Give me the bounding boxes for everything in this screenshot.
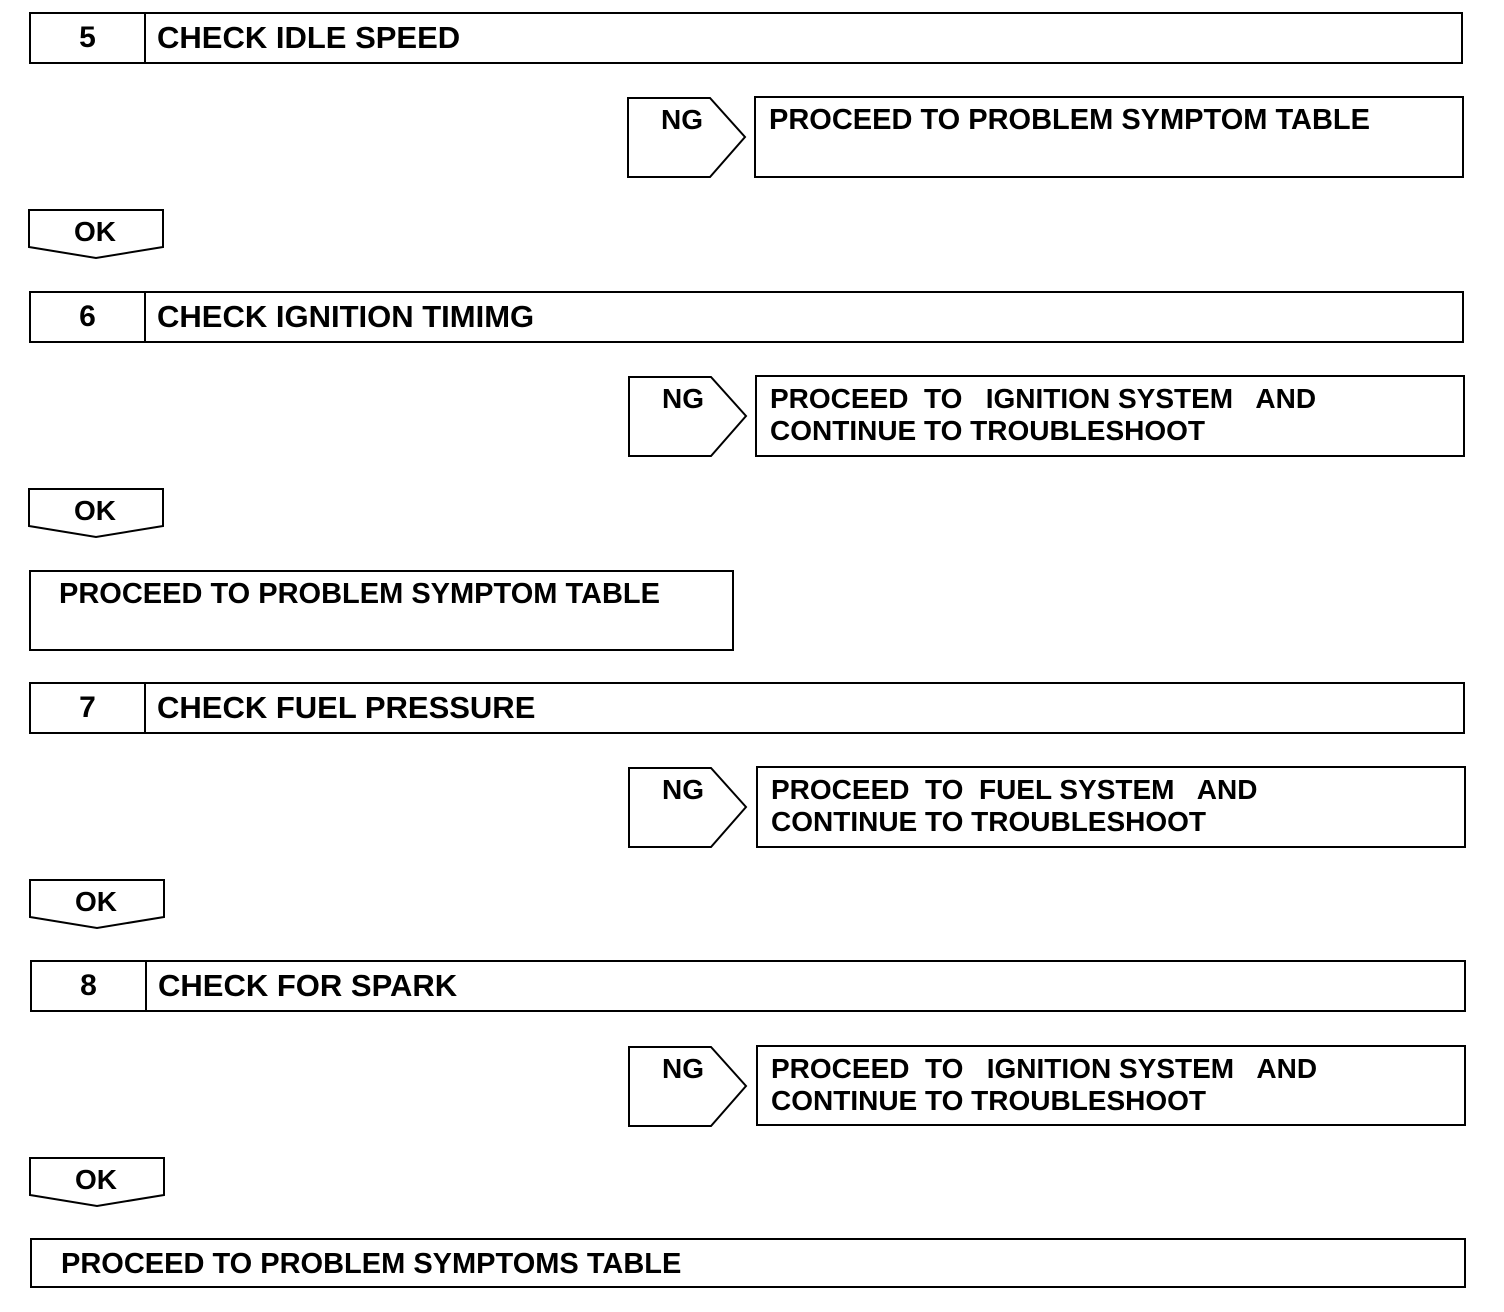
ok-label: OK bbox=[75, 886, 117, 917]
ng-result-box: PROCEED TO IGNITION SYSTEM AND CONTINUE TO TROUBLESHOOT bbox=[755, 375, 1465, 457]
ok-label: OK bbox=[74, 216, 116, 247]
ng-result-box: PROCEED TO PROBLEM SYMPTOM TABLE bbox=[754, 96, 1464, 178]
ng-label: NG bbox=[662, 774, 704, 805]
step-title: CHECK FUEL PRESSURE bbox=[157, 690, 536, 725]
ng-label: NG bbox=[662, 383, 704, 414]
step-5-box bbox=[29, 12, 1463, 64]
step-7-box bbox=[29, 682, 1465, 734]
step-title: CHECK FOR SPARK bbox=[158, 968, 458, 1003]
step-6-box bbox=[29, 291, 1464, 343]
ng-result-box: PROCEED TO IGNITION SYSTEM AND CONTINUE TO TROUBLESHOOT bbox=[756, 1045, 1466, 1126]
step-number: 5 bbox=[31, 14, 146, 62]
ng-result-box: PROCEED TO FUEL SYSTEM AND CONTINUE TO TROUBLESHOOT bbox=[756, 766, 1466, 848]
ok-label: OK bbox=[74, 495, 116, 526]
problem-symptom-table-box: PROCEED TO PROBLEM SYMPTOM TABLE bbox=[29, 570, 734, 651]
step-title: CHECK IDLE SPEED bbox=[157, 20, 461, 55]
step-8-box bbox=[30, 960, 1466, 1012]
ng-label: NG bbox=[661, 104, 703, 135]
step-number: 8 bbox=[32, 962, 147, 1010]
problem-symptoms-table-box: PROCEED TO PROBLEM SYMPTOMS TABLE bbox=[30, 1238, 1466, 1288]
step-number: 6 bbox=[31, 293, 146, 341]
step-number: 7 bbox=[31, 684, 146, 732]
ok-label: OK bbox=[75, 1164, 117, 1195]
ng-label: NG bbox=[662, 1053, 704, 1084]
step-title: CHECK IGNITION TIMIMG bbox=[157, 299, 535, 334]
